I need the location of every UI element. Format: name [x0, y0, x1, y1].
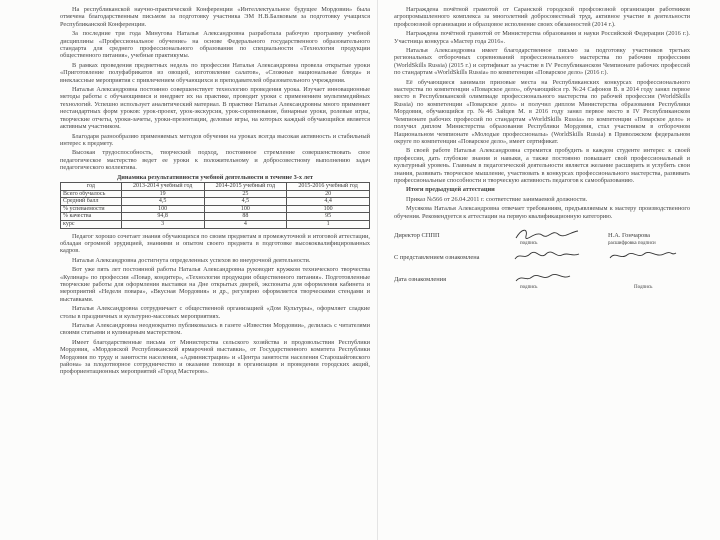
cell: 3: [121, 220, 204, 228]
handwritten-signature-icon: [608, 248, 678, 264]
paragraph: В рамках проведения предметных недель по профессии Наталья Александровна провела открытые уроки «Приготовление полуфабрикатов из овощей, изготовление салатов», «Сложные национальные блюда» и внеклассные мероприятия с привлечением обучающихся и преподавателей образовательного учреждения.: [60, 61, 370, 84]
familiar-label: С представлением ознакомлена: [394, 253, 480, 261]
table-caption: Динамика результативности учебной деятельности в течение 3-х лет: [116, 173, 314, 181]
right-page: [394, 6, 690, 532]
cell: 100: [204, 205, 287, 213]
paragraph: Наталья Александровна неоднократно публиковалась в газете «Известия Мордовии», делилась с читателями своими статьями и кулинарным мастерством.: [60, 321, 370, 337]
director-name-sub: расшифровка подписи: [608, 240, 656, 246]
cell: 88: [204, 213, 287, 221]
director-sub-label: подпись: [520, 240, 538, 246]
paragraph: Благодаря разнообразию применяемых методов обучения на уроках всегда высокая активность и стабильный интерес к предмету.: [60, 132, 370, 147]
familiar-signature-row: [394, 250, 690, 266]
cell: 20: [287, 190, 370, 198]
cell: 100: [121, 205, 204, 213]
table-row: [61, 220, 370, 228]
director-name: Н.А. Гончарова: [608, 231, 650, 239]
paragraph: Педагог хорошо сочетает знания обучающихся по своим предметам в промежуточной и итоговой аттестации, обладая огромной эрудицией, знаниями и опытом своего предмета в подготовке высококвалифицированных кадров.: [60, 232, 370, 255]
table-header: 2015-2016 учебный год: [287, 182, 370, 190]
table-row: [61, 213, 370, 221]
table-header: 2014-2015 учебный год: [204, 182, 287, 190]
cell: 4: [204, 220, 287, 228]
section-heading: Итоги предыдущей аттестации: [406, 186, 495, 194]
cell: 19: [121, 190, 204, 198]
date-label: Дата ознакомления: [394, 275, 447, 283]
signature-sub-label: Подпись: [634, 284, 653, 290]
paragraph: Наталья Александровна имеет благодарственное письмо за подготовку участников третьих региональных отборочных соревнований профессионального мастерства по рабочим профессиям (WorldSkills Russia) (2015 г.) и сертификат за участие в IV Республиканском Чемпионате рабочих профессий по стандартам «WorldSkills Russia» по компетенции «Поварское дело» (2016 г.).: [394, 47, 690, 77]
cell: 4,5: [121, 198, 204, 206]
row-label: Средний балл: [61, 198, 122, 206]
results-table: [60, 182, 370, 229]
row-label: Всего обучалось: [61, 190, 122, 198]
cell: 25: [204, 190, 287, 198]
row-label: % успеваемости: [61, 205, 122, 213]
handwritten-signature-icon: [512, 248, 582, 264]
paragraph: Имеет благодарственные письма от Министерства сельского хозяйства и продовольствия Республики Мордовия, «Мордовской Республиканской ярмарочной выставки», от Государственного комитета Республики Мордовия по труду и занятости населения, «Администрации» и «Центра занятости населения Старошайговского района» за плодотворное сотрудничество и оказание помощи в организации и проведении городских акций, профориентационных мероприятий «Город Мастеров».: [60, 338, 370, 376]
paragraph: Наталья Александровна постоянно совершенствует технологию проведения урока. Изучает инновационные методы работы с обучающимися и внедряет их на практике, проводит уроки с применением мультимедийных технологий. Успешно использует аналитический материал. В практике Натальи Александровны много применяет нестандартных форм уроков: урок-проект, урок-экскурсия, урок-соревнование, бинарные уроки, ролевые игры, творческие отчеты, уроки-зачеты, уроки-презентации, деловые игры, на которых каждый обучающийся является активным участником.: [60, 86, 370, 131]
table-header-row: [61, 182, 370, 190]
page-spine: [377, 0, 378, 540]
row-label: % качества: [61, 213, 122, 221]
paragraph: На республиканской научно-практической Конференции «Интеллектуальное будущее Мордовии» была отмечена благодарственным письмом за подготовку участника ЭМ Н.В.Балковым за подготовку учащихся Республиканской Конференции.: [60, 6, 370, 28]
row-label: курс: [61, 220, 122, 228]
paragraph: Вот уже пять лет постоянной работы Наталья Александровна руководит кружком технического творчества «Кулинар» по профессии «Повар, кондитер», «Технология продукции общественного питания». Подготовленные творческие работы для оформления выставки на Дне открытых дверей, экспонаты для оформления кабинета и мероприятий «Неделя повара», «Вкусная Мордовия» и др., регулярно оформляется творческими стендами и выставками.: [60, 266, 370, 303]
table-row: [61, 205, 370, 213]
paragraph: Наталья Александровна достигнута определенных успехов во внеурочной деятельности.: [72, 256, 311, 264]
cell: 94,8: [121, 213, 204, 221]
paragraph: Высокая трудоспособность, творческий подход, постоянное стремление совершенствовать свое педагогическое мастерство ведет ее уроки к положительному и добросовестному выполнению задач педагогического коллектива.: [60, 149, 370, 172]
paragraph: За последние три года Минугова Наталья Александровна разработала рабочую программу учебной дисциплины «Профессиональное обучение» на основе Федерального государственного образовательного стандарта для среднего профессионального образования по специальности «Технология продукции общественного питания», учебные практикумы.: [60, 30, 370, 60]
cell: 4,4: [287, 198, 370, 206]
table-row: [61, 198, 370, 206]
paragraph: Награждена почётной грамотой от Саранской городской профсоюзной организации работников агропромышленного комплекса за многолетний добросовестный труд, активное участие в деятельности профсоюзной организации и образцовое исполнение своих обязанностей (2014 г.).: [394, 6, 690, 28]
cell: 4,5: [204, 198, 287, 206]
paragraph: Наталья Александровна сотрудничает с общественной организацией «Дом Культуры», оформляет сладкие столы в праздничных и культурно-массовых мероприятиях.: [60, 305, 370, 320]
cell: 1: [287, 220, 370, 228]
date-sub-label: подпись: [520, 284, 538, 290]
date-signature-row: [394, 272, 690, 288]
table-header: 2013-2014 учебный год: [121, 182, 204, 190]
paragraph: Награждена почётной грамотой от Министерства образования и науки Российской Федерации (2016 г.). Участница конкурса «Мастер года 2016».: [394, 30, 690, 45]
paragraph: Приказ №566 от 26.04.2011 г. соответствие занимаемой должности.: [406, 195, 588, 203]
left-page: [60, 6, 370, 532]
table-row: [61, 190, 370, 198]
paragraph: В своей работе Наталья Александровна стремится пробудить в каждом студенте интерес к своей профессии, дать глубокие знания и навыки, а также постоянно повышает свой профессиональный и культурный уровень. Главным в педагогической деятельности является желание расширить и углубить свои знания, развивать творческое мышление, участвовать в конкурсах профессионального мастерства, развивать профессиональные способности и творческую активность педагогов к самообразованию.: [394, 147, 690, 184]
director-label: Директор СППП: [394, 231, 440, 239]
cell: 95: [287, 213, 370, 221]
paragraph: Её обучающиеся занимали призовые места на Республиканских конкурсах профессионального мастерства по компетенции «Поварское дело», обучающийся гр. №24 Сафонов В. в 2014 году занял первое место в Республиканской олимпиаде профессионального мастерства по рабочей профессии (WorldSkills Russia) по компетенции «Поварское дело» и получил диплом Министерства образования Республики Мордовия, обучающийся гр. №46 Зайцев М. в 2016 году занял первое место в IV Республиканском Чемпионате рабочих профессий по стандартам «WorldSkills Russia» по компетенции «Поварское дело» и получил диплом Министерства образования Республики Мордовия, стал участником в отборочном Национальном чемпионате «Молодые профессионалы» (WorldSkills Russia) в Приволжском федеральном округе по компетенции «Поварское дело», имеет сертификат.: [394, 78, 690, 145]
paragraph: Мусякова Наталья Александровна отвечает требованиям, предъявляемым к мастеру производственного обучения. Рекомендуется к аттестации на первую квалификационную категорию.: [394, 205, 690, 220]
table-header: год: [61, 182, 122, 190]
director-signature-row: [394, 228, 690, 244]
cell: 100: [287, 205, 370, 213]
